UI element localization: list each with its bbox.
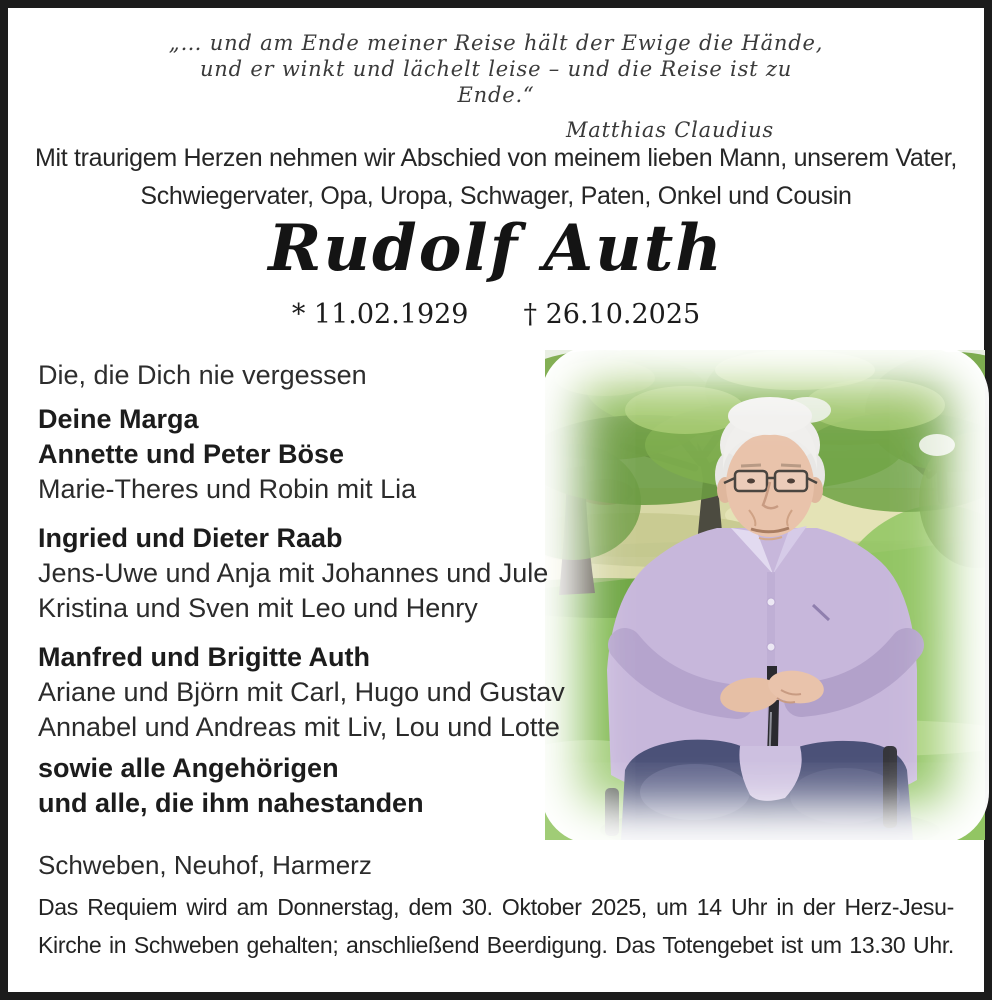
mourner-line: Marie-Theres und Robin mit Lia	[38, 474, 417, 504]
chair-frame-left	[605, 788, 619, 836]
intro-line-1: Mit traurigem Herzen nehmen wir Abschied von meinem lieben Mann, unserem Vater,	[34, 144, 958, 172]
mourner-line: Ingried und Dieter Raab	[38, 523, 343, 553]
intro-line-2: Schwiegervater, Opa, Uropa, Schwager, Paten, Onkel und Cousin	[140, 182, 852, 210]
mourner-line: Manfred und Brigitte Auth	[38, 642, 370, 672]
mourner-line: Annabel und Andreas mit Liv, Lou und Lotte	[38, 712, 560, 742]
mourner-line: und alle, die ihm nahestanden	[38, 788, 424, 818]
service-line-2: Kirche in Schweben gehalten; anschließend Beerdigung. Das Totengebet ist um 13.30 Uhr.	[38, 932, 954, 958]
shirt-button	[767, 643, 775, 651]
chair-frame-right	[883, 746, 897, 828]
service-line-1: Das Requiem wird am Donnerstag, dem 30. Oktober 2025, um 14 Uhr in der Herz-Jesu-	[38, 894, 954, 920]
intro-paragraph	[20, 139, 972, 215]
mourner-group	[38, 521, 565, 626]
mourner-line: Jens-Uwe und Anja mit Johannes und Jule	[38, 558, 549, 588]
man-eye	[787, 479, 795, 484]
epigraph-line-1: „… und am Ende meiner Reise hält der Ewige die Hände,	[168, 31, 824, 55]
epigraph	[160, 30, 832, 142]
mourner-line: Ariane und Björn mit Carl, Hugo und Gustav	[38, 677, 565, 707]
epigraph-attribution: Matthias Claudius	[565, 118, 774, 142]
deceased-name: Rudolf Auth	[268, 211, 724, 286]
man-hair-top	[728, 397, 812, 435]
mourner-line: Deine Marga	[38, 404, 199, 434]
life-dates	[8, 299, 984, 330]
mourners-list	[38, 402, 565, 835]
shirt-button	[767, 598, 775, 606]
man-eye	[747, 479, 755, 484]
mourner-line: Kristina und Sven mit Leo und Henry	[38, 593, 478, 623]
birth-date: * 11.02.1929	[291, 299, 469, 330]
mourner-line: Annette und Peter Böse	[38, 439, 345, 469]
portrait-photo	[545, 350, 985, 840]
mourner-group	[38, 751, 565, 821]
portrait-photo-illustration	[545, 350, 985, 840]
death-date: † 26.10.2025	[523, 299, 701, 330]
farewell-lead: Die, die Dich nie vergessen	[38, 360, 367, 390]
epigraph-line-2: und er winkt und lächelt leise – und die Reise ist zu Ende.“	[199, 57, 793, 107]
mourner-group	[38, 402, 565, 507]
trouser-knee	[640, 764, 750, 820]
places-line: Schweben, Neuhof, Harmerz	[38, 850, 372, 880]
mourner-group	[38, 640, 565, 745]
mourner-line: sowie alle Angehörigen	[38, 753, 339, 783]
service-paragraph	[38, 888, 954, 964]
